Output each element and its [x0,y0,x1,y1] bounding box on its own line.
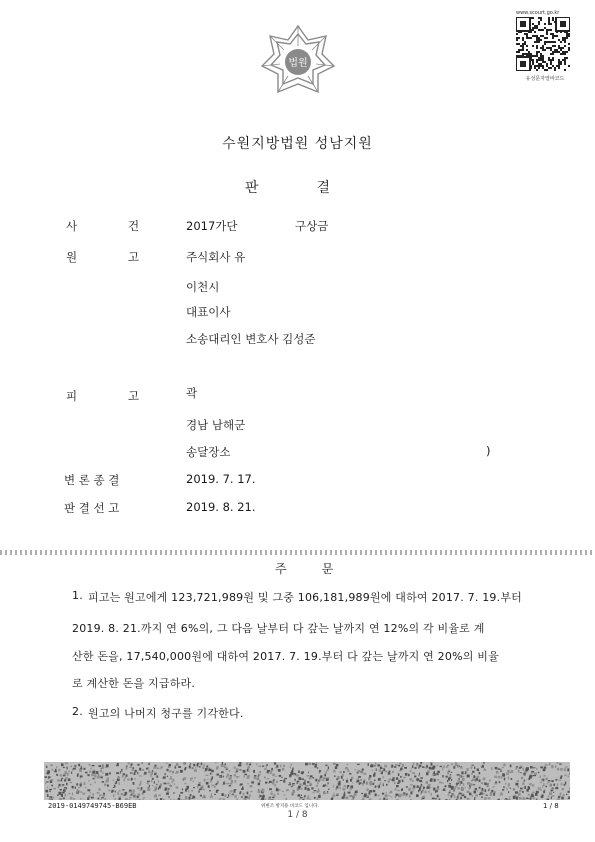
label-plaintiff-2: 고 [128,250,140,264]
qr-caption: 유성문자열바코드 [525,76,565,82]
order-item-1-line-4: 로 계산한 돈을 지급하라. [72,677,196,690]
order-item-2-number: 2. [72,705,83,718]
label-hearing-closed: 변 론 종 결 [64,473,120,487]
order-heading-char-2: 문 [321,562,334,576]
document-title [245,177,330,197]
order-item-1-line-1: 피고는 원고에게 123,721,989원 및 그중 106,181,989원에 대하여 2017. 7. 19.부터 [88,591,522,604]
judgment-date: 2019. 8. 21. [186,500,256,514]
label-defendant-2: 고 [128,389,140,403]
plaintiff-address: 이천시 [186,280,220,294]
case-number: 2017가단 구상금 [186,219,329,233]
court-emblem-icon [258,22,338,102]
defendant-address: 경남 남해군 [186,418,246,432]
court-url: www.scourt.go.kr [516,10,560,16]
qr-code-icon [516,17,570,71]
perforation-line [0,550,595,555]
anti-forgery-note: 위변조 방지용 바코드 입니다. [261,804,319,809]
page-number-right: 1 / 8 [543,802,559,810]
plaintiff-attorney: 소송대리인 변호사 김성준 [186,332,316,346]
plaintiff-name: 주식회사 유 [186,250,246,264]
defendant-service-address: 송달장소 [186,445,231,459]
order-item-2-line-1: 원고의 나머지 청구를 기각한다. [88,707,244,720]
label-judgment-date: 판 결 선 고 [64,501,120,515]
label-defendant-1: 피 [66,389,78,403]
plaintiff-representative: 대표이사 [186,305,231,319]
defendant-name: 곽 [186,386,198,400]
hearing-closed-date: 2019. 7. 17. [186,472,256,486]
order-heading [275,560,333,577]
anti-forgery-barcode-band [44,762,570,800]
label-case-2: 건 [128,219,140,233]
court-name: 수원지방법원 성남지원 [222,136,373,152]
order-item-1-line-3: 산한 돈을, 17,540,000원에 대하여 2017. 7. 19.부터 다 갚는 날까지 연 20%의 비율 [72,650,499,663]
order-heading-char-1: 주 [275,562,287,576]
order-item-1-number: 1. [72,589,83,602]
document-id: 2019-0149749745-B69EB [48,802,137,810]
page-number-center: 1 / 8 [287,810,308,820]
emblem-label: 법원 [288,58,308,69]
defendant-service-address-close: ) [486,444,491,458]
label-case-1: 사 [66,219,78,233]
doc-title-char-2: 결 [316,180,331,196]
doc-title-char-1: 판 [245,180,259,196]
order-item-1-line-2: 2019. 8. 21.까지 연 6%의, 그 다음 날부터 다 갚는 날까지 연 12%의 각 비율로 계 [72,622,485,635]
label-plaintiff-1: 원 [66,250,78,264]
